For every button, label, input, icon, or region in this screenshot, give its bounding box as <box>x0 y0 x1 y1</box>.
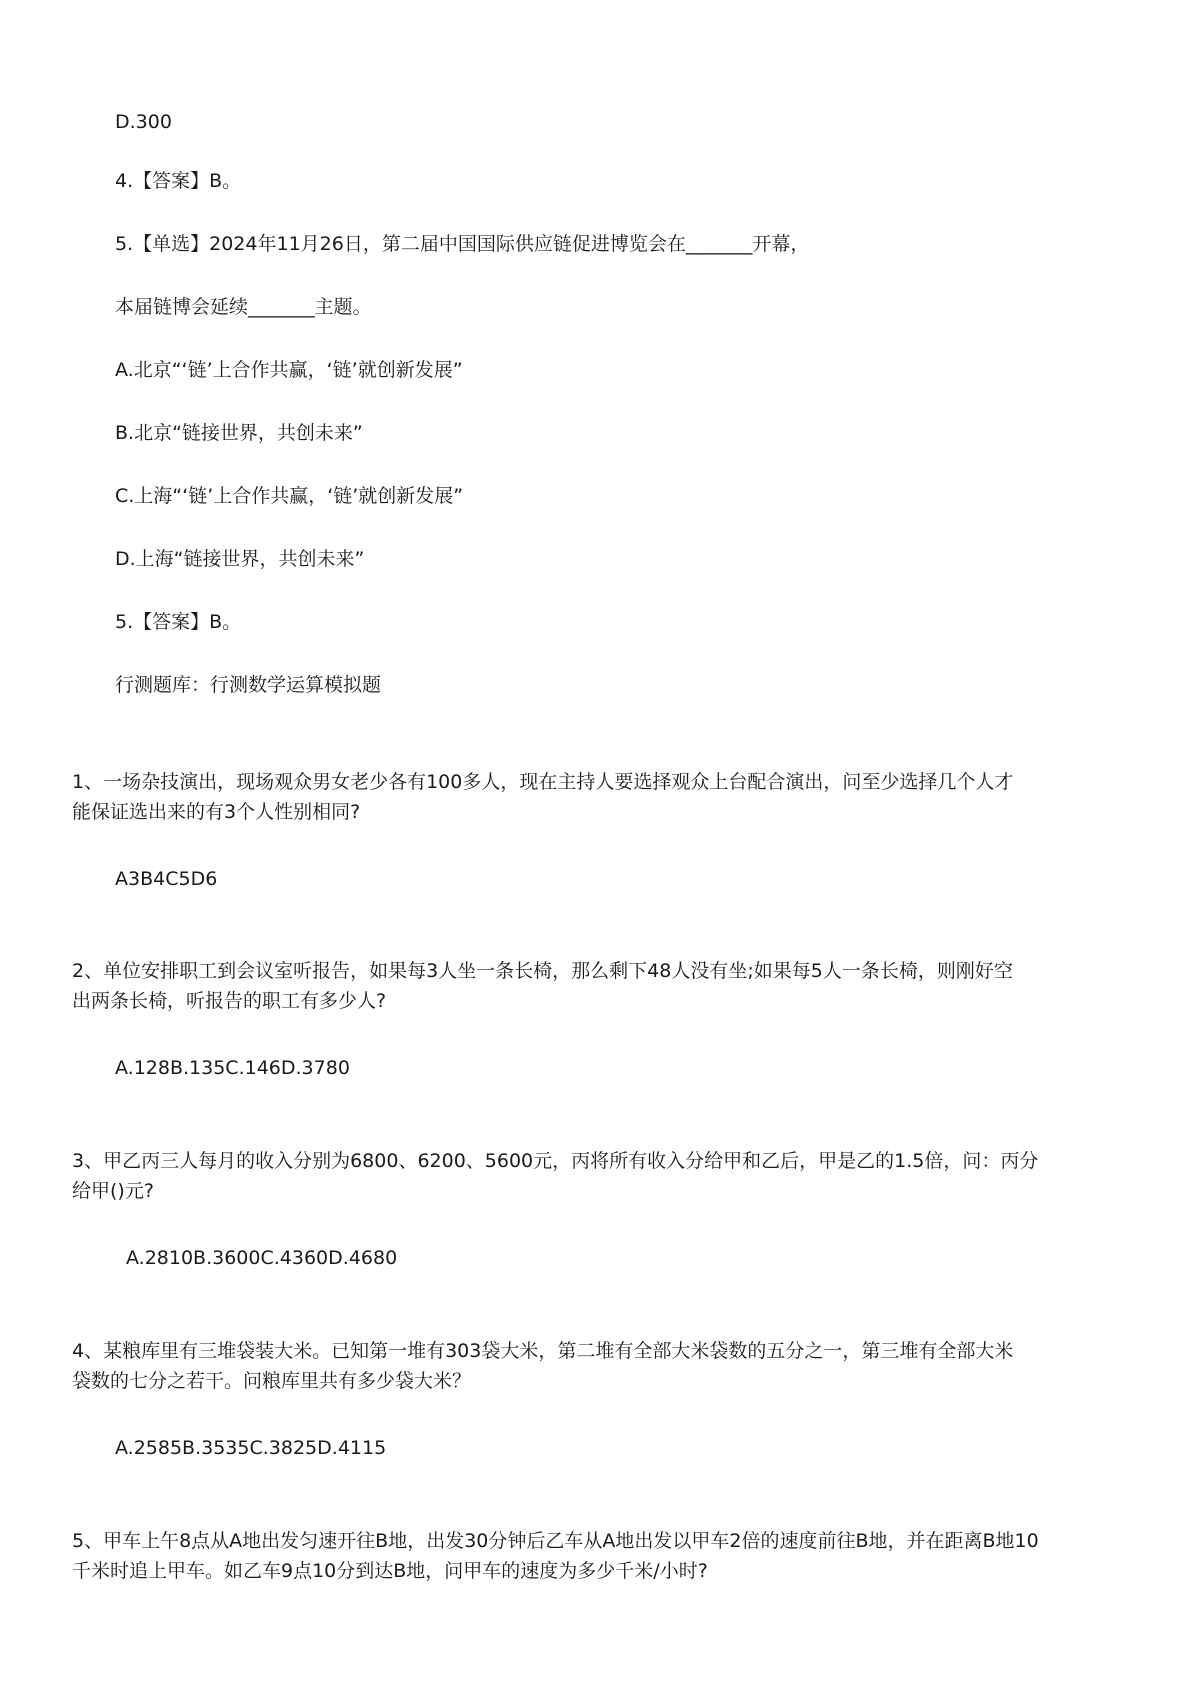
math-q2-options: A.128B.135C.146D.3780 <box>115 1057 350 1079</box>
math-q2-line-2: 出两条长椅，听报告的职工有多少人? <box>72 990 387 1012</box>
math-q4-options: A.2585B.3535C.3825D.4115 <box>115 1437 387 1459</box>
math-q3-line-1: 3、甲乙丙三人每月的收入分别为6800、6200、5600元，丙将所有收入分给甲和乙后，甲是乙的1.5倍，问：丙分 <box>72 1150 1039 1172</box>
math-q4-line-1: 4、某粮库里有三堆袋装大米。已知第一堆有303袋大米，第二堆有全部大米袋数的五分之一，第三堆有全部大米 <box>72 1340 1014 1362</box>
math-q4-line-2: 袋数的七分之若干。问粮库里共有多少袋大米？ <box>72 1370 472 1392</box>
section-heading: 行测题库：行测数学运算模拟题 <box>115 674 382 696</box>
math-q5-line-1: 5、甲车上午8点从A地出发匀速开往B地，出发30分钟后乙车从A地出发以甲车2倍的速度前往B地，并在距离B地10 <box>72 1530 1039 1552</box>
math-q3-options: A.2810B.3600C.4360D.4680 <box>126 1247 398 1269</box>
math-q2-line-1: 2、单位安排职工到会议室听报告，如果每3人坐一条长椅，那么剩下48人没有坐;如果每5人一条长椅，则刚好空 <box>72 960 1013 982</box>
answer-4: 4.【答案】B。 <box>115 170 242 192</box>
question-5-option-c: C.上海“‘链’上合作共赢，‘链’就创新发展” <box>115 485 464 507</box>
math-q1-line-1: 1、一场杂技演出，现场观众男女老少各有100多人，现在主持人要选择观众上台配合演出，问至少选择几个人才 <box>72 771 1014 793</box>
question-5-option-a: A.北京“‘链’上合作共赢，‘链’就创新发展” <box>115 359 463 381</box>
option-d-300: D.300 <box>115 111 172 133</box>
question-5-line-2: 本届链博会延续_______主题。 <box>115 296 372 318</box>
math-q1-options: A3B4C5D6 <box>115 868 218 890</box>
answer-5: 5.【答案】B。 <box>115 611 242 633</box>
question-5-option-b: B.北京“链接世界，共创未来” <box>115 422 363 444</box>
question-5-line-1: 5.【单选】2024年11月26日，第二届中国国际供应链促进博览会在_______开幕， <box>115 233 810 255</box>
math-q3-line-2: 给甲()元? <box>72 1180 154 1202</box>
math-q1-line-2: 能保证选出来的有3个人性别相同? <box>72 801 361 823</box>
question-5-option-d: D.上海“链接世界，共创未来” <box>115 548 365 570</box>
math-q5-line-2: 千米时追上甲车。如乙车9点10分到达B地，问甲车的速度为多少千米/小时? <box>72 1560 708 1582</box>
